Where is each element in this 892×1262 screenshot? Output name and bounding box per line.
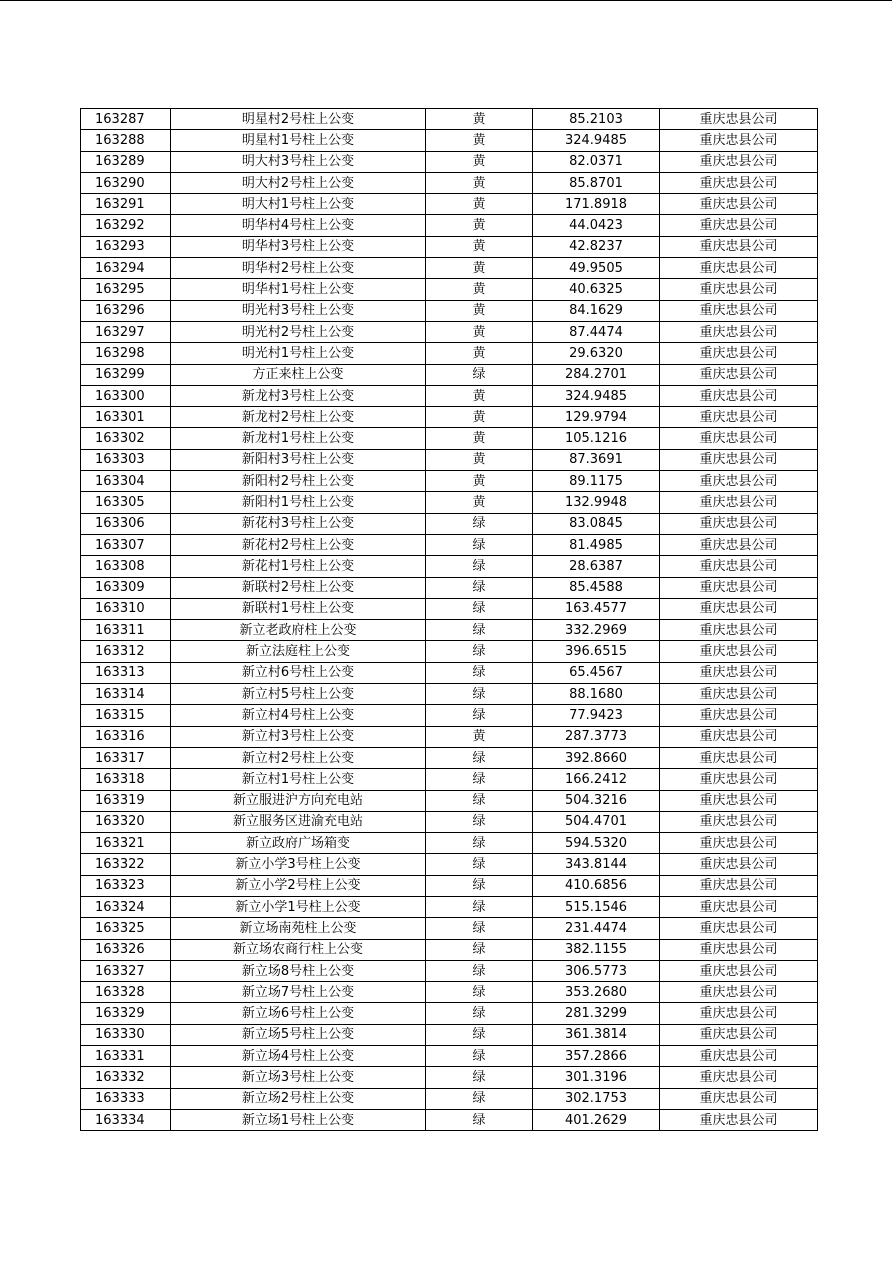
row-name-cell: 新立服务区进渝充电站 <box>171 811 426 832</box>
row-id-cell: 163308 <box>81 556 171 577</box>
row-name-cell: 新花村1号柱上公变 <box>171 556 426 577</box>
row-company-cell: 重庆忠县公司 <box>660 833 818 854</box>
row-color-cell: 绿 <box>426 1003 533 1024</box>
row-company-cell: 重庆忠县公司 <box>660 577 818 598</box>
row-name-cell: 明光村3号柱上公变 <box>171 300 426 321</box>
row-id-cell: 163288 <box>81 130 171 151</box>
row-color-cell: 黄 <box>426 258 533 279</box>
row-id-cell: 163319 <box>81 790 171 811</box>
row-name-cell: 明华村4号柱上公变 <box>171 215 426 236</box>
row-name-cell: 新立村4号柱上公变 <box>171 705 426 726</box>
row-company-cell: 重庆忠县公司 <box>660 769 818 790</box>
row-name-cell: 明华村3号柱上公变 <box>171 236 426 257</box>
row-name-cell: 新立场农商行柱上公变 <box>171 939 426 960</box>
row-name-cell: 新龙村3号柱上公变 <box>171 385 426 406</box>
row-color-cell: 黄 <box>426 236 533 257</box>
row-id-cell: 163334 <box>81 1109 171 1130</box>
row-value-cell: 77.9423 <box>533 705 660 726</box>
row-color-cell: 黄 <box>426 407 533 428</box>
row-value-cell: 324.9485 <box>533 385 660 406</box>
row-color-cell: 绿 <box>426 747 533 768</box>
row-company-cell: 重庆忠县公司 <box>660 662 818 683</box>
row-color-cell: 绿 <box>426 641 533 662</box>
row-name-cell: 新龙村1号柱上公变 <box>171 428 426 449</box>
row-company-cell: 重庆忠县公司 <box>660 321 818 342</box>
table-row <box>81 577 818 598</box>
row-value-cell: 401.2629 <box>533 1109 660 1130</box>
row-value-cell: 324.9485 <box>533 130 660 151</box>
row-name-cell: 新立场1号柱上公变 <box>171 1109 426 1130</box>
table-row <box>81 364 818 385</box>
table-row <box>81 471 818 492</box>
row-id-cell: 163305 <box>81 492 171 513</box>
row-color-cell: 黄 <box>426 343 533 364</box>
table-row <box>81 939 818 960</box>
row-id-cell: 163317 <box>81 747 171 768</box>
row-id-cell: 163314 <box>81 684 171 705</box>
row-color-cell: 绿 <box>426 939 533 960</box>
row-name-cell: 新立场5号柱上公变 <box>171 1024 426 1045</box>
row-company-cell: 重庆忠县公司 <box>660 428 818 449</box>
row-id-cell: 163309 <box>81 577 171 598</box>
table-row <box>81 875 818 896</box>
row-color-cell: 绿 <box>426 534 533 555</box>
row-value-cell: 306.5773 <box>533 960 660 981</box>
table-row <box>81 492 818 513</box>
row-company-cell: 重庆忠县公司 <box>660 407 818 428</box>
row-id-cell: 163316 <box>81 726 171 747</box>
row-id-cell: 163310 <box>81 598 171 619</box>
row-color-cell: 黄 <box>426 471 533 492</box>
table-row <box>81 385 818 406</box>
row-name-cell: 明华村1号柱上公变 <box>171 279 426 300</box>
row-color-cell: 黄 <box>426 172 533 193</box>
row-color-cell: 黄 <box>426 449 533 470</box>
row-value-cell: 396.6515 <box>533 641 660 662</box>
row-color-cell: 绿 <box>426 556 533 577</box>
row-value-cell: 82.0371 <box>533 151 660 172</box>
table-row <box>81 300 818 321</box>
page-top-border <box>0 0 892 1</box>
row-value-cell: 515.1546 <box>533 896 660 917</box>
row-name-cell: 新立场南苑柱上公变 <box>171 918 426 939</box>
row-company-cell: 重庆忠县公司 <box>660 194 818 215</box>
row-company-cell: 重庆忠县公司 <box>660 130 818 151</box>
row-color-cell: 黄 <box>426 109 533 130</box>
table-row <box>81 194 818 215</box>
table-row <box>81 321 818 342</box>
row-color-cell: 黄 <box>426 428 533 449</box>
row-value-cell: 42.8237 <box>533 236 660 257</box>
row-color-cell: 绿 <box>426 1067 533 1088</box>
row-company-cell: 重庆忠县公司 <box>660 811 818 832</box>
row-value-cell: 284.2701 <box>533 364 660 385</box>
data-table <box>80 108 818 1131</box>
row-company-cell: 重庆忠县公司 <box>660 385 818 406</box>
row-value-cell: 87.4474 <box>533 321 660 342</box>
row-name-cell: 明光村1号柱上公变 <box>171 343 426 364</box>
row-id-cell: 163320 <box>81 811 171 832</box>
row-id-cell: 163299 <box>81 364 171 385</box>
row-company-cell: 重庆忠县公司 <box>660 726 818 747</box>
row-id-cell: 163322 <box>81 854 171 875</box>
row-id-cell: 163321 <box>81 833 171 854</box>
table-row <box>81 1046 818 1067</box>
row-color-cell: 黄 <box>426 279 533 300</box>
row-id-cell: 163297 <box>81 321 171 342</box>
table-row <box>81 918 818 939</box>
table-row <box>81 598 818 619</box>
row-color-cell: 绿 <box>426 982 533 1003</box>
table-row <box>81 684 818 705</box>
row-value-cell: 392.8660 <box>533 747 660 768</box>
row-company-cell: 重庆忠县公司 <box>660 939 818 960</box>
row-id-cell: 163298 <box>81 343 171 364</box>
table-row <box>81 896 818 917</box>
row-id-cell: 163296 <box>81 300 171 321</box>
table-row <box>81 1109 818 1130</box>
row-value-cell: 85.4588 <box>533 577 660 598</box>
row-color-cell: 绿 <box>426 705 533 726</box>
row-value-cell: 40.6325 <box>533 279 660 300</box>
table-row <box>81 811 818 832</box>
row-name-cell: 新立法庭柱上公变 <box>171 641 426 662</box>
row-company-cell: 重庆忠县公司 <box>660 364 818 385</box>
row-id-cell: 163331 <box>81 1046 171 1067</box>
table-row <box>81 833 818 854</box>
row-value-cell: 504.4701 <box>533 811 660 832</box>
table-row <box>81 236 818 257</box>
table-row <box>81 449 818 470</box>
row-company-cell: 重庆忠县公司 <box>660 960 818 981</box>
row-company-cell: 重庆忠县公司 <box>660 151 818 172</box>
row-value-cell: 44.0423 <box>533 215 660 236</box>
row-id-cell: 163290 <box>81 172 171 193</box>
row-value-cell: 410.6856 <box>533 875 660 896</box>
row-company-cell: 重庆忠县公司 <box>660 258 818 279</box>
row-name-cell: 新立村2号柱上公变 <box>171 747 426 768</box>
row-id-cell: 163287 <box>81 109 171 130</box>
row-company-cell: 重庆忠县公司 <box>660 1046 818 1067</box>
table-row <box>81 747 818 768</box>
row-company-cell: 重庆忠县公司 <box>660 556 818 577</box>
row-company-cell: 重庆忠县公司 <box>660 896 818 917</box>
table-row <box>81 1088 818 1109</box>
row-name-cell: 新立村1号柱上公变 <box>171 769 426 790</box>
row-company-cell: 重庆忠县公司 <box>660 1088 818 1109</box>
row-id-cell: 163330 <box>81 1024 171 1045</box>
row-value-cell: 49.9505 <box>533 258 660 279</box>
row-id-cell: 163303 <box>81 449 171 470</box>
row-color-cell: 绿 <box>426 598 533 619</box>
row-id-cell: 163304 <box>81 471 171 492</box>
row-value-cell: 84.1629 <box>533 300 660 321</box>
row-id-cell: 163300 <box>81 385 171 406</box>
row-color-cell: 绿 <box>426 364 533 385</box>
row-name-cell: 新立服进沪方向充电站 <box>171 790 426 811</box>
row-company-cell: 重庆忠县公司 <box>660 1067 818 1088</box>
row-company-cell: 重庆忠县公司 <box>660 215 818 236</box>
row-name-cell: 明光村2号柱上公变 <box>171 321 426 342</box>
row-name-cell: 新立场2号柱上公变 <box>171 1088 426 1109</box>
table-row <box>81 854 818 875</box>
row-company-cell: 重庆忠县公司 <box>660 1024 818 1045</box>
row-value-cell: 129.9794 <box>533 407 660 428</box>
row-value-cell: 357.2866 <box>533 1046 660 1067</box>
table-row <box>81 258 818 279</box>
row-value-cell: 65.4567 <box>533 662 660 683</box>
row-value-cell: 353.2680 <box>533 982 660 1003</box>
row-name-cell: 新立老政府柱上公变 <box>171 620 426 641</box>
row-color-cell: 绿 <box>426 854 533 875</box>
row-value-cell: 301.3196 <box>533 1067 660 1088</box>
table-row <box>81 1024 818 1045</box>
row-color-cell: 绿 <box>426 1088 533 1109</box>
row-id-cell: 163315 <box>81 705 171 726</box>
row-name-cell: 新阳村2号柱上公变 <box>171 471 426 492</box>
table-body <box>81 109 818 1131</box>
row-company-cell: 重庆忠县公司 <box>660 109 818 130</box>
row-color-cell: 黄 <box>426 194 533 215</box>
row-id-cell: 163327 <box>81 960 171 981</box>
row-value-cell: 88.1680 <box>533 684 660 705</box>
row-value-cell: 504.3216 <box>533 790 660 811</box>
row-id-cell: 163312 <box>81 641 171 662</box>
table-row <box>81 726 818 747</box>
row-company-cell: 重庆忠县公司 <box>660 1003 818 1024</box>
row-name-cell: 新联村1号柱上公变 <box>171 598 426 619</box>
table-row <box>81 662 818 683</box>
row-name-cell: 明大村1号柱上公变 <box>171 194 426 215</box>
row-color-cell: 黄 <box>426 492 533 513</box>
table-row <box>81 790 818 811</box>
row-color-cell: 绿 <box>426 769 533 790</box>
row-id-cell: 163306 <box>81 513 171 534</box>
row-color-cell: 绿 <box>426 960 533 981</box>
table-row <box>81 1003 818 1024</box>
row-value-cell: 382.1155 <box>533 939 660 960</box>
row-company-cell: 重庆忠县公司 <box>660 449 818 470</box>
row-value-cell: 29.6320 <box>533 343 660 364</box>
row-color-cell: 黄 <box>426 385 533 406</box>
table-row <box>81 279 818 300</box>
row-value-cell: 343.8144 <box>533 854 660 875</box>
row-name-cell: 新立场7号柱上公变 <box>171 982 426 1003</box>
table-row <box>81 343 818 364</box>
row-id-cell: 163325 <box>81 918 171 939</box>
row-value-cell: 163.4577 <box>533 598 660 619</box>
row-company-cell: 重庆忠县公司 <box>660 982 818 1003</box>
row-value-cell: 231.4474 <box>533 918 660 939</box>
row-id-cell: 163328 <box>81 982 171 1003</box>
row-color-cell: 黄 <box>426 215 533 236</box>
row-value-cell: 287.3773 <box>533 726 660 747</box>
row-company-cell: 重庆忠县公司 <box>660 641 818 662</box>
row-company-cell: 重庆忠县公司 <box>660 854 818 875</box>
row-name-cell: 新立场6号柱上公变 <box>171 1003 426 1024</box>
row-id-cell: 163326 <box>81 939 171 960</box>
row-name-cell: 方正来柱上公变 <box>171 364 426 385</box>
table-row <box>81 151 818 172</box>
row-id-cell: 163313 <box>81 662 171 683</box>
row-color-cell: 黄 <box>426 726 533 747</box>
table-row <box>81 982 818 1003</box>
table-row <box>81 215 818 236</box>
row-id-cell: 163289 <box>81 151 171 172</box>
row-name-cell: 新立小学2号柱上公变 <box>171 875 426 896</box>
row-id-cell: 163332 <box>81 1067 171 1088</box>
row-id-cell: 163318 <box>81 769 171 790</box>
row-color-cell: 绿 <box>426 896 533 917</box>
row-value-cell: 87.3691 <box>533 449 660 470</box>
row-company-cell: 重庆忠县公司 <box>660 471 818 492</box>
row-value-cell: 85.2103 <box>533 109 660 130</box>
row-id-cell: 163301 <box>81 407 171 428</box>
table-row <box>81 620 818 641</box>
row-value-cell: 166.2412 <box>533 769 660 790</box>
row-id-cell: 163294 <box>81 258 171 279</box>
table-row <box>81 428 818 449</box>
row-color-cell: 绿 <box>426 833 533 854</box>
row-company-cell: 重庆忠县公司 <box>660 684 818 705</box>
row-name-cell: 新花村3号柱上公变 <box>171 513 426 534</box>
row-color-cell: 绿 <box>426 620 533 641</box>
row-name-cell: 新立村5号柱上公变 <box>171 684 426 705</box>
row-color-cell: 黄 <box>426 300 533 321</box>
row-value-cell: 83.0845 <box>533 513 660 534</box>
row-company-cell: 重庆忠县公司 <box>660 918 818 939</box>
table-row <box>81 109 818 130</box>
row-color-cell: 绿 <box>426 1024 533 1045</box>
row-id-cell: 163291 <box>81 194 171 215</box>
row-value-cell: 105.1216 <box>533 428 660 449</box>
row-name-cell: 新龙村2号柱上公变 <box>171 407 426 428</box>
row-company-cell: 重庆忠县公司 <box>660 300 818 321</box>
row-value-cell: 81.4985 <box>533 534 660 555</box>
row-color-cell: 黄 <box>426 151 533 172</box>
row-name-cell: 明大村3号柱上公变 <box>171 151 426 172</box>
table-row <box>81 130 818 151</box>
row-color-cell: 绿 <box>426 918 533 939</box>
row-company-cell: 重庆忠县公司 <box>660 534 818 555</box>
row-value-cell: 332.2969 <box>533 620 660 641</box>
row-color-cell: 绿 <box>426 811 533 832</box>
row-company-cell: 重庆忠县公司 <box>660 598 818 619</box>
row-id-cell: 163302 <box>81 428 171 449</box>
row-company-cell: 重庆忠县公司 <box>660 492 818 513</box>
row-company-cell: 重庆忠县公司 <box>660 790 818 811</box>
row-name-cell: 明大村2号柱上公变 <box>171 172 426 193</box>
row-id-cell: 163329 <box>81 1003 171 1024</box>
row-id-cell: 163324 <box>81 896 171 917</box>
row-name-cell: 新阳村3号柱上公变 <box>171 449 426 470</box>
table-row <box>81 556 818 577</box>
row-id-cell: 163311 <box>81 620 171 641</box>
row-name-cell: 新立场4号柱上公变 <box>171 1046 426 1067</box>
table-row <box>81 534 818 555</box>
row-company-cell: 重庆忠县公司 <box>660 705 818 726</box>
row-company-cell: 重庆忠县公司 <box>660 1109 818 1130</box>
row-company-cell: 重庆忠县公司 <box>660 747 818 768</box>
table-row <box>81 1067 818 1088</box>
row-value-cell: 28.6387 <box>533 556 660 577</box>
table-row <box>81 172 818 193</box>
row-company-cell: 重庆忠县公司 <box>660 236 818 257</box>
row-company-cell: 重庆忠县公司 <box>660 875 818 896</box>
table-row <box>81 705 818 726</box>
row-name-cell: 新立场8号柱上公变 <box>171 960 426 981</box>
row-value-cell: 85.8701 <box>533 172 660 193</box>
row-id-cell: 163323 <box>81 875 171 896</box>
row-name-cell: 明华村2号柱上公变 <box>171 258 426 279</box>
row-color-cell: 黄 <box>426 130 533 151</box>
row-value-cell: 132.9948 <box>533 492 660 513</box>
row-company-cell: 重庆忠县公司 <box>660 172 818 193</box>
table-row <box>81 407 818 428</box>
row-id-cell: 163292 <box>81 215 171 236</box>
row-name-cell: 新花村2号柱上公变 <box>171 534 426 555</box>
table-row <box>81 960 818 981</box>
row-name-cell: 新立村3号柱上公变 <box>171 726 426 747</box>
table-row <box>81 769 818 790</box>
row-name-cell: 新立政府广场箱变 <box>171 833 426 854</box>
row-color-cell: 绿 <box>426 684 533 705</box>
row-name-cell: 新立小学1号柱上公变 <box>171 896 426 917</box>
row-id-cell: 163307 <box>81 534 171 555</box>
row-company-cell: 重庆忠县公司 <box>660 513 818 534</box>
row-color-cell: 绿 <box>426 1046 533 1067</box>
row-id-cell: 163333 <box>81 1088 171 1109</box>
row-value-cell: 89.1175 <box>533 471 660 492</box>
row-value-cell: 594.5320 <box>533 833 660 854</box>
row-color-cell: 黄 <box>426 321 533 342</box>
row-value-cell: 302.1753 <box>533 1088 660 1109</box>
row-id-cell: 163295 <box>81 279 171 300</box>
row-name-cell: 新联村2号柱上公变 <box>171 577 426 598</box>
row-company-cell: 重庆忠县公司 <box>660 343 818 364</box>
table-row <box>81 513 818 534</box>
row-company-cell: 重庆忠县公司 <box>660 279 818 300</box>
row-color-cell: 绿 <box>426 790 533 811</box>
row-name-cell: 明星村2号柱上公变 <box>171 109 426 130</box>
row-name-cell: 新立村6号柱上公变 <box>171 662 426 683</box>
row-value-cell: 171.8918 <box>533 194 660 215</box>
row-value-cell: 361.3814 <box>533 1024 660 1045</box>
row-color-cell: 绿 <box>426 1109 533 1130</box>
row-color-cell: 绿 <box>426 875 533 896</box>
row-id-cell: 163293 <box>81 236 171 257</box>
row-color-cell: 绿 <box>426 577 533 598</box>
row-color-cell: 绿 <box>426 513 533 534</box>
row-color-cell: 绿 <box>426 662 533 683</box>
row-name-cell: 新立场3号柱上公变 <box>171 1067 426 1088</box>
row-name-cell: 新立小学3号柱上公变 <box>171 854 426 875</box>
table-row <box>81 641 818 662</box>
row-company-cell: 重庆忠县公司 <box>660 620 818 641</box>
row-name-cell: 新阳村1号柱上公变 <box>171 492 426 513</box>
row-name-cell: 明星村1号柱上公变 <box>171 130 426 151</box>
row-value-cell: 281.3299 <box>533 1003 660 1024</box>
